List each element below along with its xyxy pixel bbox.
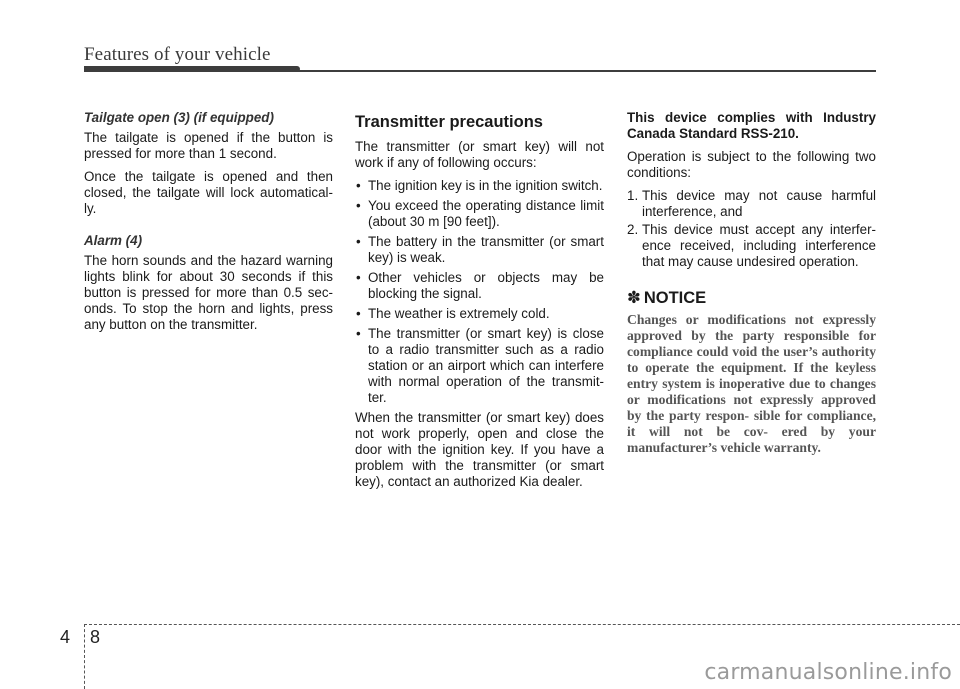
- precautions-closing: When the transmitter (or smart key) does not work properly, open and close the door with the ignition key. If you have a problem with the transmitter (or smart key), contact an authorized Kia dealer.: [355, 410, 604, 489]
- condition-text: This device must accept any interfer- ence received, including interference that may cause undesired operation.: [642, 222, 876, 269]
- notice-heading: [627, 288, 876, 308]
- precautions-intro: The transmitter (or smart key) will not work if any of following occurs:: [355, 139, 604, 170]
- header-accent-bar: [84, 66, 300, 72]
- alarm-paragraph: The horn sounds and the hazard warning lights blink for about 30 seconds if this button is pressed for more than 0.5 sec- onds. To stop the horn and lights, press any button on the transmitter.: [84, 253, 333, 332]
- column-left: [84, 110, 333, 340]
- page-header-title: Features of your vehicle: [84, 44, 271, 65]
- tailgate-heading: Tailgate open (3) (if equipped): [84, 110, 274, 125]
- notice-heading-label: NOTICE: [643, 289, 707, 307]
- precautions-list: [355, 178, 604, 406]
- tailgate-paragraph-1: The tailgate is opened if the button is pressed for more than 1 second.: [84, 130, 333, 161]
- watermark: carmanualsonline.info: [704, 660, 952, 685]
- condition-number: 2.: [627, 222, 639, 237]
- operation-conditions-intro: Operation is subject to the following two conditions:: [627, 149, 876, 180]
- tailgate-paragraph-2: Once the tailgate is opened and then closed, the tailgate will lock automatical- ly.: [84, 169, 333, 216]
- column-middle: [355, 110, 604, 497]
- list-item: [627, 222, 876, 270]
- transmitter-precautions-heading: Transmitter precautions: [355, 113, 543, 131]
- notice-star-icon: ✽: [627, 289, 641, 307]
- notice-text: Changes or modifications not expressly approved by the party responsible for compliance could void the user’s authority to operate the equipment. If the keyless entry system is inoperative due to changes or modifications not expressly approved by the party respon- sible for compliance, it will not be cov- ered by your manufacturer’s vehicle warranty.: [627, 312, 876, 455]
- alarm-heading: Alarm (4): [84, 233, 143, 248]
- footer-rule: [84, 624, 960, 625]
- list-item: • Other vehicles or objects may be blocking the signal.: [355, 270, 604, 302]
- list-item: • The transmitter (or smart key) is close to a radio transmitter such as a radio station or an airport which can interfere with normal operation of the transmit- ter.: [355, 326, 604, 406]
- column-right: [627, 110, 876, 463]
- condition-number: 1.: [627, 188, 639, 203]
- chapter-number: 4: [60, 627, 71, 647]
- conditions-list: [627, 188, 876, 270]
- compliance-statement: This device complies with Industry Canada Standard RSS-210.: [627, 110, 876, 141]
- list-item: • The battery in the transmitter (or smart key) is weak.: [355, 234, 604, 266]
- list-item: • You exceed the operating distance limit (about 30 m [90 feet]).: [355, 198, 604, 230]
- list-item: • The weather is extremely cold.: [355, 306, 604, 322]
- list-item: • The ignition key is in the ignition switch.: [355, 178, 604, 194]
- header-rule: [296, 70, 876, 72]
- footer-divider: [84, 624, 85, 689]
- condition-text: This device may not cause harmful interference, and: [642, 188, 876, 219]
- page-number: 8: [90, 627, 101, 647]
- list-item: [627, 188, 876, 220]
